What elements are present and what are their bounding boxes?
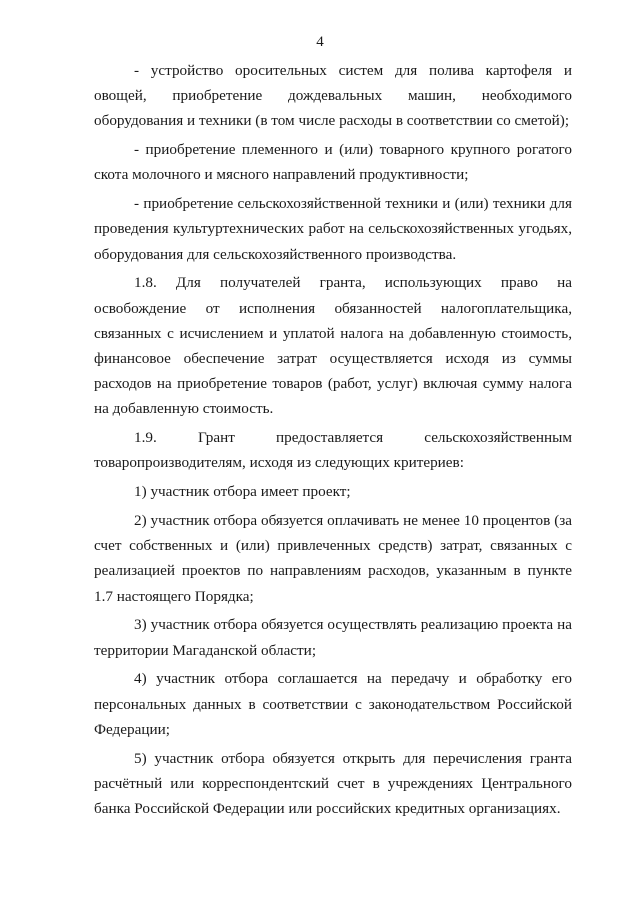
criterion-4-personal-data: 4) участник отбора соглашается на передачу и обработку его персональных данных в соответствии с законодательством Российской Федерации; — [94, 670, 572, 738]
paragraph-machinery-purchase: - приобретение сельскохозяйственной техники и (или) техники для проведения культуртехнических работ на сельскохозяйственных угодьях, оборудования для сельскохозяйственного производства. — [94, 195, 572, 263]
criterion-1-project: 1) участник отбора имеет проект; — [134, 483, 351, 501]
paragraph-1-9-grant-criteria: 1.9. Грант предоставляется сельскохозяйственным товаропроизводителям, исходя из следующих критериев: — [94, 429, 572, 472]
criterion-5-bank-account: 5) участник отбора обязуется открыть для перечисления гранта расчётный или корреспондентский счет в учреждениях Центрального банка Российской Федерации или российских кредитных организациях. — [94, 749, 572, 818]
paragraph-irrigation-systems: - устройство оросительных систем для полива картофеля и овощей, приобретение дождевальных машин, необходимого оборудования и техники (в том числе расходы в соответствии со сметой); — [94, 62, 572, 130]
document-body — [94, 58, 572, 825]
paragraph-cattle-purchase: - приобретение племенного и (или) товарного крупного рогатого скота молочного и мясного направлений продуктивности; — [94, 141, 572, 184]
criterion-3-territory: 3) участник отбора обязуется осуществлять реализацию проекта на территории Магаданской области; — [94, 616, 572, 659]
page-number: 4 — [316, 34, 324, 50]
paragraph-1-8-vat-exemption: 1.8. Для получателей гранта, использующих право на освобождение от исполнения обязанностей налогоплательщика, связанных с исчислением и уплатой налога на добавленную стоимость, финансовое обеспечение затрат осуществляется исходя из суммы расходов на приобретение товаров (работ, услуг) включая сумму налога на добавленную стоимость. — [94, 274, 572, 418]
criterion-2-cofinancing: 2) участник отбора обязуется оплачивать не менее 10 процентов (за счет собственных и (или) привлеченных средств) затрат, связанных с реализацией проектов по направлениям расходов, указанным в пункте 1.7 настоящего Порядка; — [94, 512, 572, 605]
